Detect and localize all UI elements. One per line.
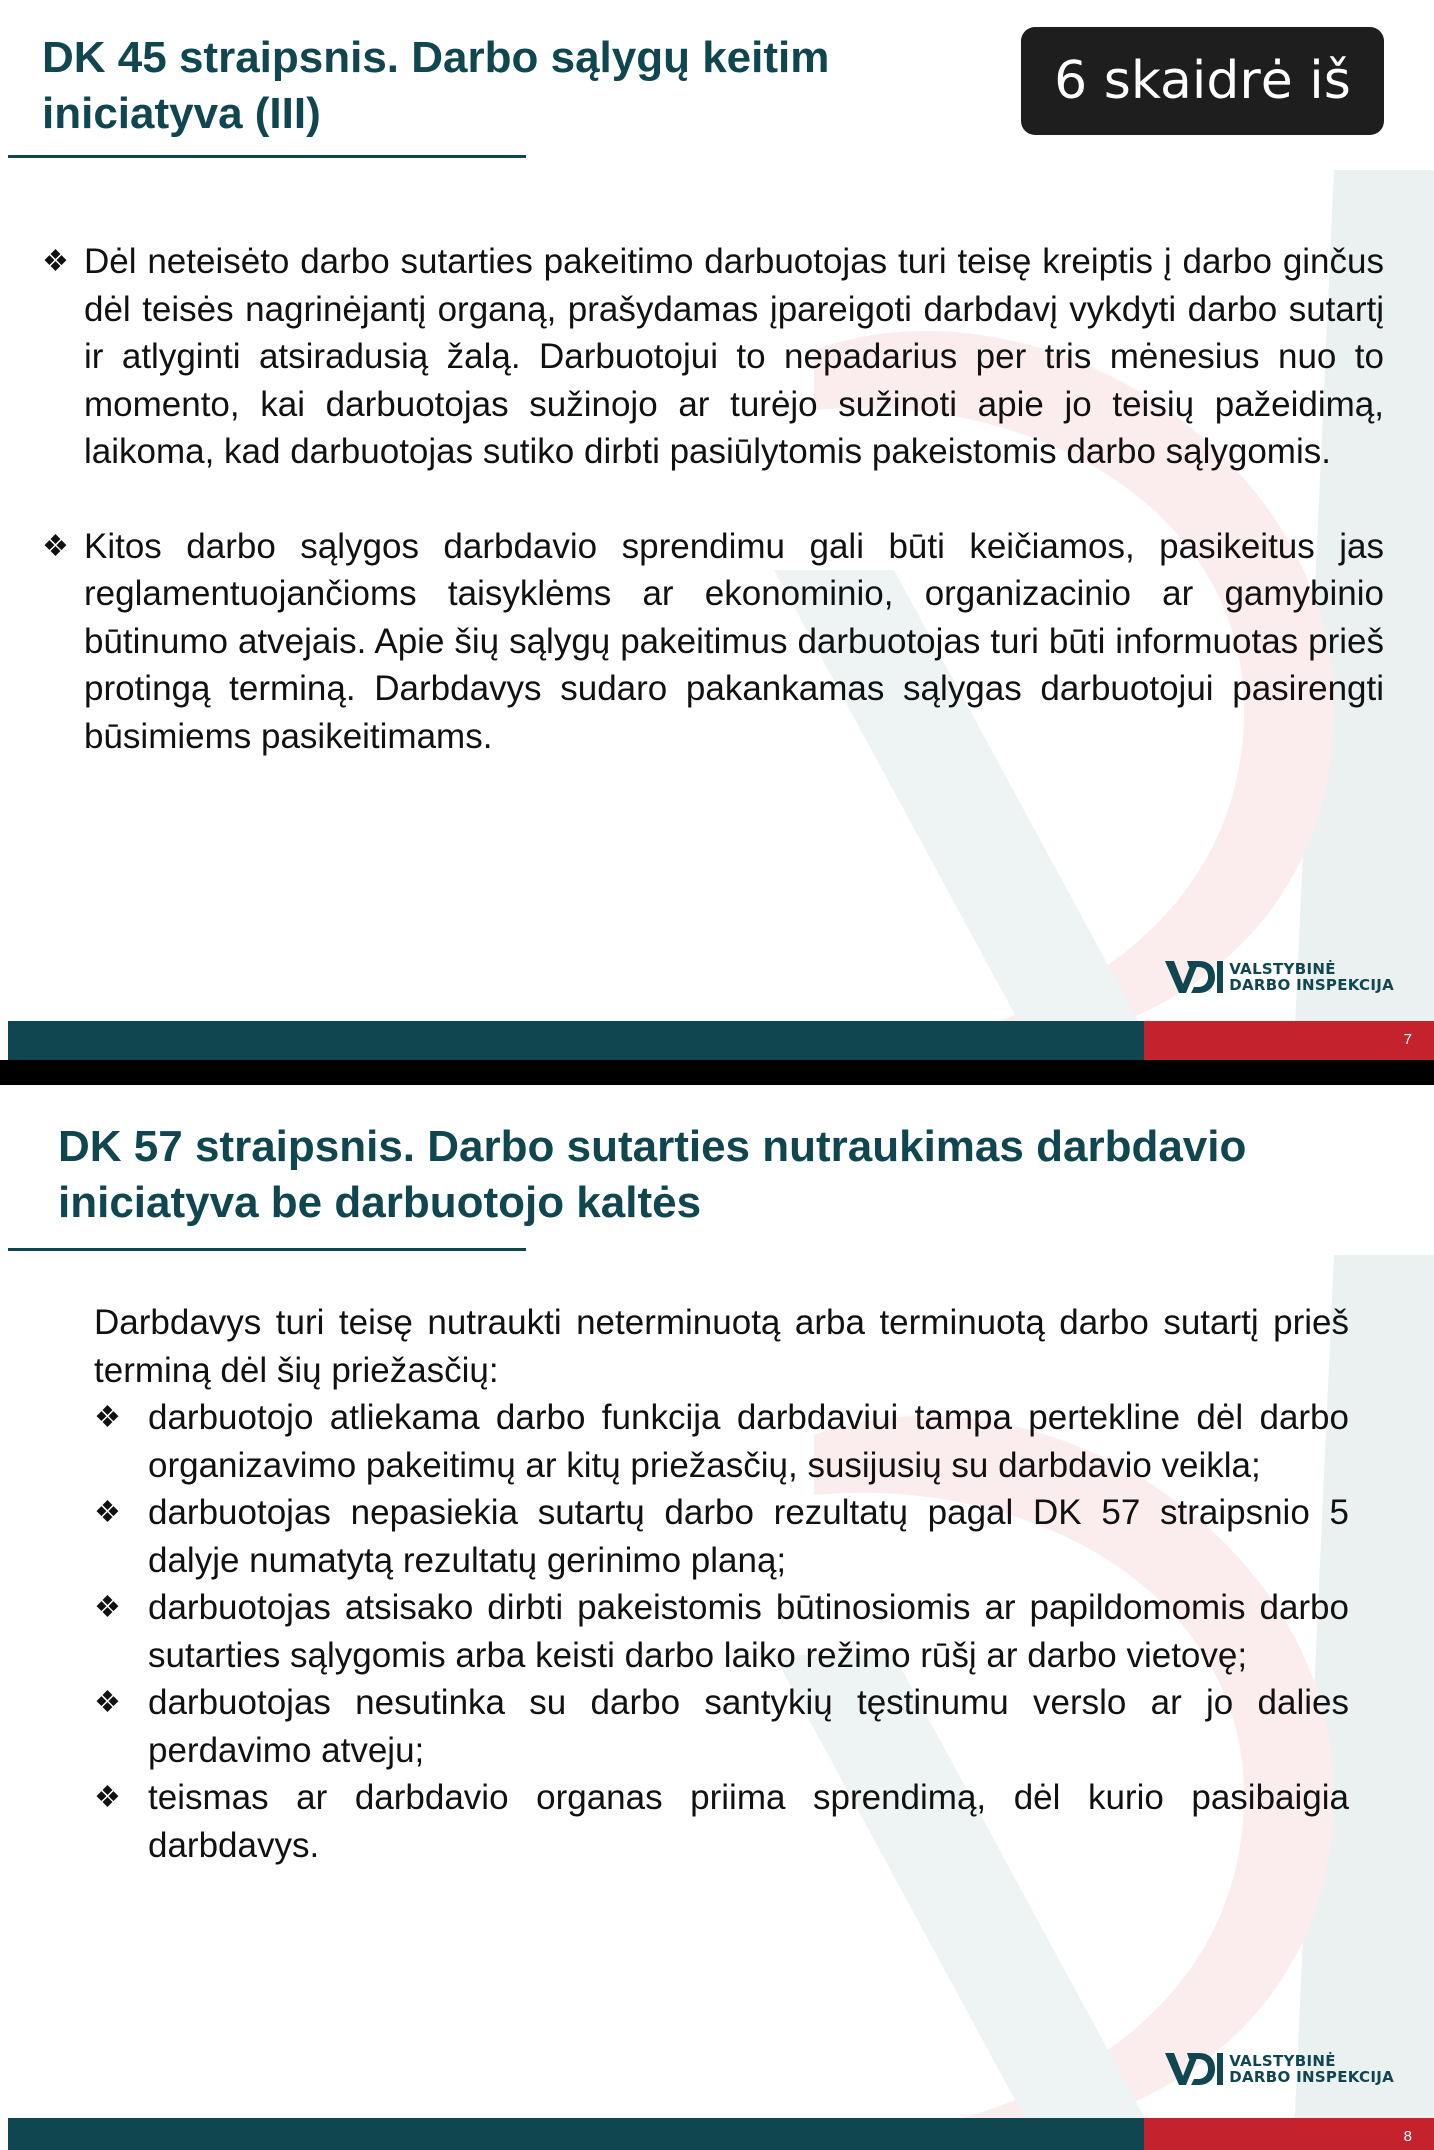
bullet-item xyxy=(94,1394,1349,1489)
bullet-item xyxy=(42,238,1384,476)
bullet-text: darbuotojo atliekama darbo funkcija darbdaviui tampa pertekline dėl darbo organizavimo pakeitimų ar kitų priežasčių, susijusių su darbdavio veikla; xyxy=(148,1398,1349,1485)
slide-title-line1: DK 45 straipsnis. Darbo sąlygų keitim xyxy=(42,33,830,82)
slide-title-line1: DK 57 straipsnis. Darbo sutarties nutraukimas darbdavio xyxy=(58,1122,1247,1171)
vdi-logo-icon xyxy=(1165,958,1223,996)
footer-accent xyxy=(1144,1021,1434,1060)
title-underline xyxy=(8,155,526,158)
slide-title xyxy=(42,30,1042,142)
bullet-item xyxy=(94,1489,1349,1584)
vdi-logo xyxy=(1165,2050,1394,2088)
bullet-text: teismas ar darbdavio organas priima sprendimą, dėl kurio pasibaigia darbdavys. xyxy=(148,1778,1349,1865)
diamond-bullet-icon: ❖ xyxy=(42,245,69,278)
slide-body xyxy=(42,238,1384,760)
bullet-text: Dėl neteisėto darbo sutarties pakeitimo darbuotojas turi teisę kreiptis į darbo ginčus dėl teisės nagrinėjantį organą, prašydamas įpareigoti darbdavį vykdyti darbo sutartį ir atlyginti atsiradusią žalą. Darbuotojui to nepadarius per tris mėnesius nuo to momento, kai darbuotojas sužinojo ar turėjo sužinoti apie jo teisių pažeidimą, laikoma, kad darbuotojas sutiko dirbti pasiūlytomis pakeistomis darbo sąlygomis. xyxy=(84,242,1384,471)
logo-text-line2: DARBO INSPEKCIJA xyxy=(1229,2068,1394,2086)
bullet-item xyxy=(94,1679,1349,1774)
bullet-text: Kitos darbo sąlygos darbdavio sprendimu gali būti keičiamos, pasikeitus jas reglamentuojančioms taisyklėms ar ekonominio, organizacinio ar gamybinio būtinumo atvejais. Apie šių sąlygų pakeitimus darbuotojas turi būti informuotas prieš protingą terminą. Darbdavys sudaro pakankamas sąlygas darbuotojui pasirengti būsimiems pasikeitimams. xyxy=(84,526,1384,756)
slide-8 xyxy=(0,1085,1434,2150)
intro-text: Darbdavys turi teisę nutraukti neterminuotą arba terminuotą darbo sutartį prieš terminą dėl šių priežasčių: xyxy=(94,1303,1349,1390)
footer-accent xyxy=(1144,2118,1434,2150)
vdi-logo xyxy=(1165,958,1394,996)
title-underline xyxy=(8,1248,526,1251)
bullet-item xyxy=(42,523,1384,761)
bullet-text: darbuotojas atsisako dirbti pakeistomis būtinosiomis ar papildomomis darbo sutarties sąlygomis arba keisti darbo laiko režimo rūšį ar darbo vietovę; xyxy=(148,1588,1349,1675)
slide-body xyxy=(94,1299,1349,1869)
diamond-bullet-icon: ❖ xyxy=(94,1496,121,1529)
page-number: 8 xyxy=(1403,2128,1412,2145)
footer-bar xyxy=(8,1021,1434,1060)
slide-title-line2: iniciatyva (III) xyxy=(42,89,321,138)
logo-text-line1: VALSTYBINĖ xyxy=(1229,2052,1336,2070)
page-number: 7 xyxy=(1403,1031,1412,1048)
footer-bar xyxy=(8,2118,1434,2150)
diamond-bullet-icon: ❖ xyxy=(94,1591,121,1624)
bullet-text: darbuotojas nepasiekia sutartų darbo rezultatų pagal DK 57 straipsnio 5 dalyje numatytą rezultatų gerinimo planą; xyxy=(148,1493,1349,1580)
slide-title xyxy=(58,1119,1388,1231)
vdi-logo-icon xyxy=(1165,2050,1223,2088)
diamond-bullet-icon: ❖ xyxy=(94,1401,121,1434)
slide-counter-badge: 6 skaidrė iš 15 xyxy=(1021,27,1384,135)
slide-title-line2: iniciatyva be darbuotojo kaltės xyxy=(58,1178,702,1227)
logo-text-line1: VALSTYBINĖ xyxy=(1229,960,1336,978)
logo-text-line2: DARBO INSPEKCIJA xyxy=(1229,976,1394,994)
bullet-item xyxy=(94,1584,1349,1679)
diamond-bullet-icon: ❖ xyxy=(94,1781,121,1814)
bullet-text: darbuotojas nesutinka su darbo santykių tęstinumu verslo ar jo dalies perdavimo atveju; xyxy=(148,1683,1349,1770)
diamond-bullet-icon: ❖ xyxy=(42,529,69,563)
diamond-bullet-icon: ❖ xyxy=(94,1686,121,1719)
bullet-item xyxy=(94,1774,1349,1869)
